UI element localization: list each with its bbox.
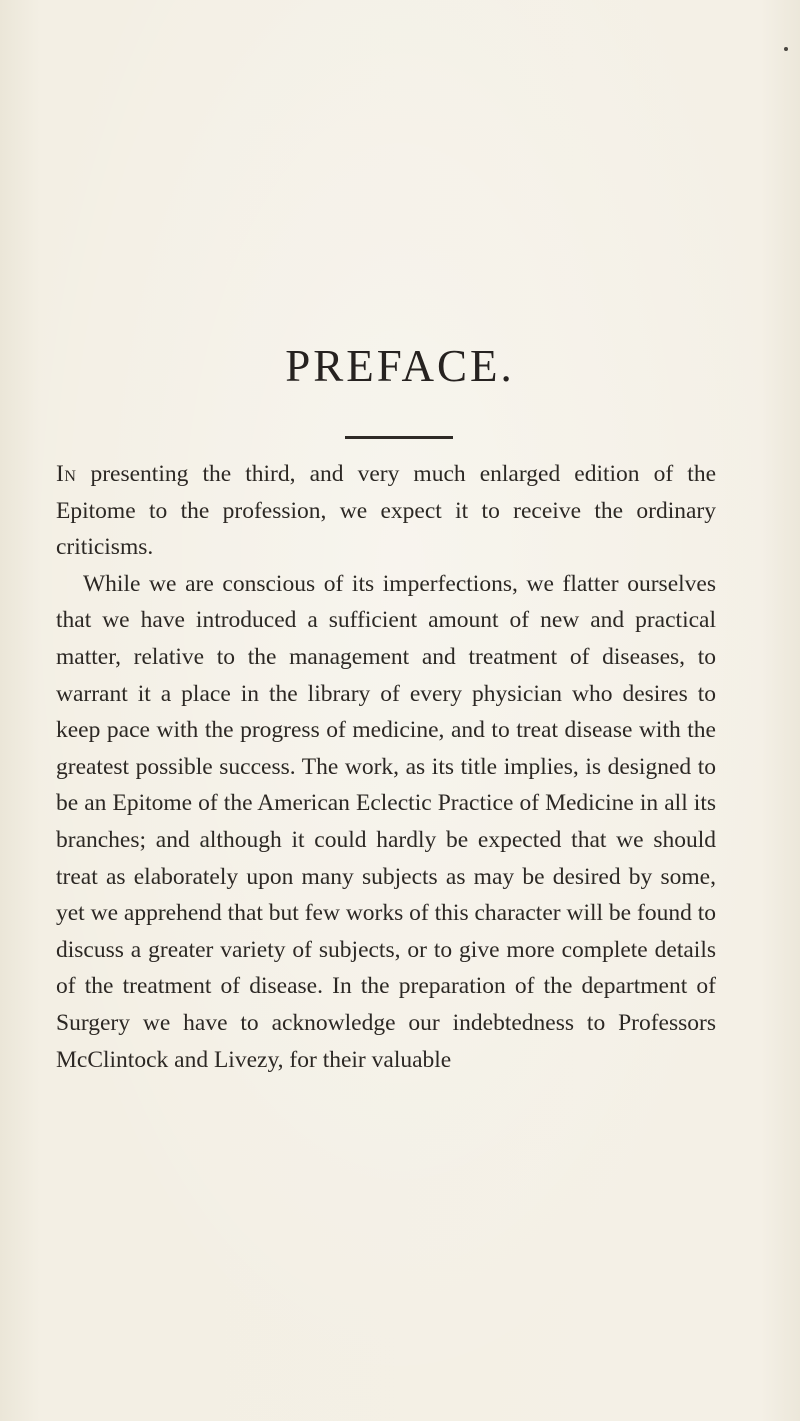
- paragraph-1-text: presenting the third, and very much enlarged edition of the Epitome to the profession, we expect it to receive the ordinary criticisms.: [56, 461, 716, 561]
- paragraph-1-lead: In: [56, 461, 77, 487]
- title-rule: [345, 436, 453, 439]
- paragraph-2-text: While we are conscious of its imperfections, we flatter ourselves that we have introduced a sufficient amount of new and practical matter, relative to the management and treatment of diseases, to warrant it a place in the library of every physician who desires to keep pace with the progress of medicine, and to treat disease with the greatest possible success. The work, as its title implies, is designed to be an Epitome of the American Eclectic Practice of Medicine in all its branches; and although it could hardly be expected that we should treat as elaborately upon many subjects as may be desired by some, yet we apprehend that but few works of this character will be found to discuss a greater variety of subjects, or to give more complete details of the treatment of disease. In the preparation of the department of Surgery we have to acknowledge our indebtedness to Professors McClintock and Livezy, for their valuable: [56, 570, 716, 1073]
- paragraph-2: [56, 566, 716, 1078]
- ink-speck: [784, 47, 788, 51]
- paragraph-1: [56, 456, 716, 566]
- page-title: PREFACE.: [285, 341, 515, 391]
- preface-body: [56, 456, 716, 1078]
